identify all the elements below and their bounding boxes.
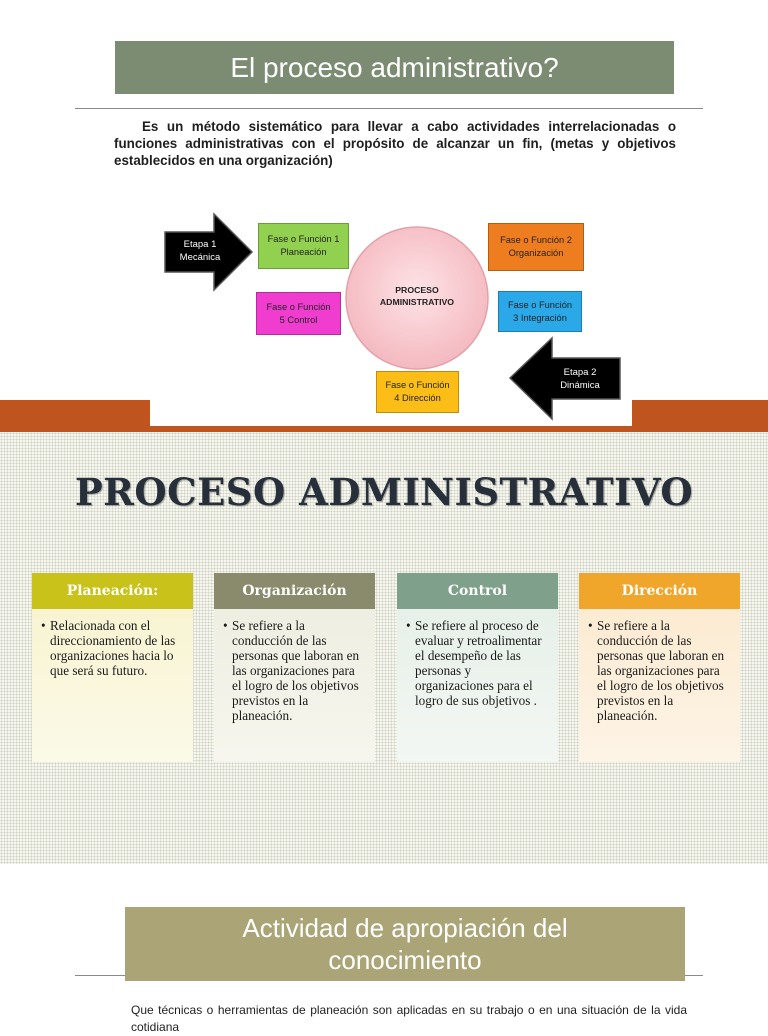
card-title: Organización — [214, 573, 375, 609]
slide3-title-line2: conocimiento — [328, 945, 482, 975]
bullet-dot: • — [41, 618, 46, 633]
phase4-box — [376, 371, 459, 413]
card-body — [579, 609, 740, 762]
stage2-label-line1: Etapa 2 — [563, 367, 597, 378]
card-organizacion — [214, 573, 375, 762]
phase2-line2: Organización — [508, 248, 564, 258]
slide3-title-line1: Actividad de apropiación del — [242, 913, 568, 943]
slide3-divider-left — [75, 975, 125, 976]
phase2-box — [488, 223, 584, 271]
stage2-label — [543, 366, 617, 392]
card-control — [397, 573, 558, 762]
slide3-divider-right — [685, 975, 703, 976]
card-title: Planeación: — [32, 573, 193, 609]
slide3-title — [125, 907, 685, 981]
phase3-line1: Fase o Función — [507, 299, 573, 310]
phase5-line2: 5 Control — [279, 314, 318, 325]
slide2-title: PROCESO ADMINISTRATIVO — [74, 470, 694, 514]
phase1-box — [258, 223, 349, 269]
slide1-divider — [75, 108, 703, 109]
slide1-intro: Es un método sistemático para llevar a cabo actividades interrelacionadas o funciones administrativas con el propósito de alcanzar un fin, (metas y objetivos establecidos en una organización) — [114, 119, 676, 168]
card-body — [397, 609, 558, 762]
card-planeacion — [32, 573, 193, 762]
slide3-question: Que técnicas o herramientas de planeación son aplicadas en su trabajo o en una situación de la vida cotidiana — [131, 1003, 687, 1034]
phase5-line1: Fase o Función — [266, 301, 331, 312]
phase1-line1: Fase o Función 1 — [267, 234, 340, 244]
process-diagram — [150, 190, 632, 428]
bullet-dot: • — [588, 618, 593, 633]
phase3-line2: 3 Integración — [513, 312, 567, 323]
card-text: Se refiere al proceso de evaluar y retroalimentar el desempeño de las personas y organizaciones para el logro de sus objetivos . — [415, 618, 542, 708]
stage1-label-line1: Etapa 1 — [183, 239, 217, 250]
phase1-line2: Planeación — [280, 247, 327, 257]
stage1-label-line2: Mecánica — [179, 252, 221, 263]
phase4-line1: Fase o Función — [385, 380, 450, 390]
bullet-dot: • — [223, 618, 228, 633]
card-text: Se refiere a la conducción de las personas que laboran en las organizaciones para el logro de los objetivos previstos en la planeación. — [597, 618, 725, 723]
phase4-line2: 4 Dirección — [394, 393, 441, 403]
center-label-line1: PROCESO — [395, 285, 439, 295]
card-direccion — [579, 573, 740, 762]
card-text: Relacionada con el direccionamiento de las organizaciones hacia lo que será su futuro. — [50, 618, 176, 678]
card-text: Se refiere a la conducción de las personas que laboran en las organizaciones para el logro de los objetivos previstos en la planeación. — [232, 618, 360, 723]
stage2-label-line2: Dinámica — [560, 380, 600, 391]
center-label-line2: ADMINISTRATIVO — [379, 297, 455, 307]
phase3-box — [498, 291, 582, 332]
phase2-line1: Fase o Función 2 — [500, 235, 572, 245]
card-body — [32, 609, 193, 762]
bullet-dot: • — [406, 618, 411, 633]
card-body — [214, 609, 375, 762]
phase5-box — [256, 292, 341, 335]
stage1-label — [164, 238, 236, 264]
card-title: Dirección — [579, 573, 740, 609]
card-title: Control — [397, 573, 558, 609]
center-label — [355, 284, 479, 308]
slide1-title: El proceso administrativo? — [115, 41, 674, 94]
